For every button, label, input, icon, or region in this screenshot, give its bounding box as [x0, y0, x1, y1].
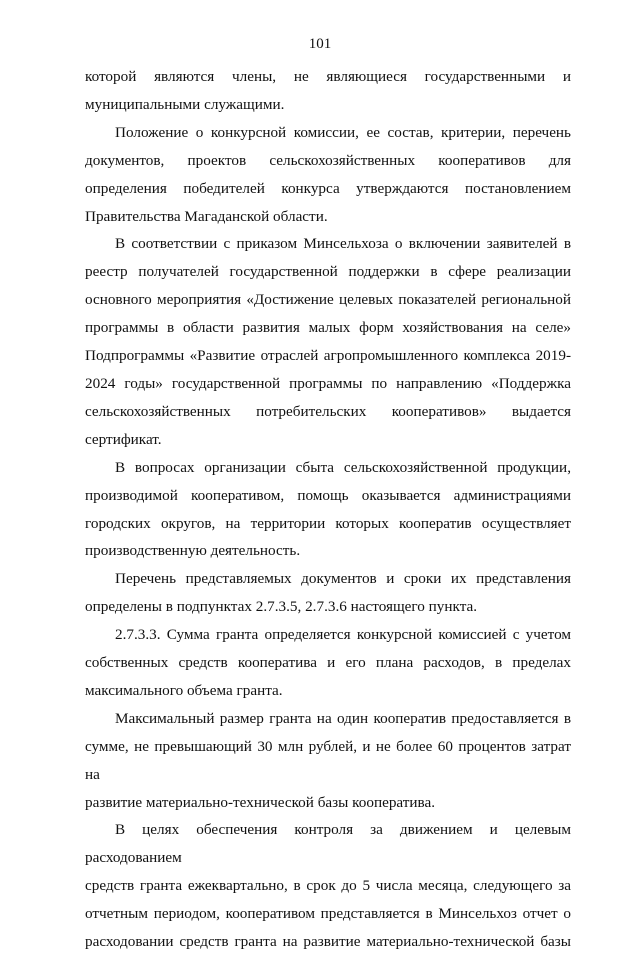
paragraph — [85, 816, 571, 956]
text-line: сертификат. — [85, 430, 162, 448]
text-line: определения победителей конкурса утверждаются постановлением — [85, 179, 571, 197]
text-line: В соответствии с приказом Минсельхоза о включении заявителей в — [115, 235, 571, 253]
text-line: максимального объема гранта. — [85, 681, 283, 699]
paragraph — [85, 705, 571, 817]
text-line: 2.7.3.3. Сумма гранта определяется конкурсной комиссией с учетом — [115, 626, 571, 644]
text-line: производственную деятельность. — [85, 542, 301, 560]
text-line: расходовании средств гранта на развитие материально-технической базы — [85, 933, 571, 951]
paragraph — [85, 230, 571, 453]
paragraph — [85, 621, 571, 705]
page-number: 101 — [308, 36, 332, 52]
text-line: муниципальными служащими. — [85, 95, 285, 113]
document-body — [85, 63, 571, 956]
text-line: отчетным периодом, кооперативом представляется в Минсельхоз отчет о — [85, 905, 571, 923]
text-line: городских округов, на территории которых кооператив осуществляет — [85, 514, 571, 532]
text-line: Подпрограммы «Развитие отраслей агропромышленного комплекса 2019- — [85, 347, 571, 365]
text-line: В целях обеспечения контроля за движением и целевым расходованием — [85, 821, 571, 867]
paragraph — [85, 63, 571, 119]
text-line: основного мероприятия «Достижение целевых показателей региональной — [85, 291, 571, 309]
text-line: Перечень представляемых документов и сроки их представления — [115, 570, 571, 588]
text-line: сельскохозяйственных потребительских кооперативов» выдается — [85, 402, 571, 420]
paragraph — [85, 119, 571, 231]
paragraph — [85, 565, 571, 621]
text-line: 2024 годы» государственной программы по направлению «Поддержка — [85, 374, 571, 392]
paragraph — [85, 454, 571, 566]
text-line: средств гранта ежеквартально, в срок до 5 числа месяца, следующего за — [85, 877, 571, 895]
text-line: Положение о конкурсной комиссии, ее состав, критерии, перечень — [115, 123, 571, 141]
text-line: Правительства Магаданской области. — [85, 207, 328, 225]
text-line: производимой кооперативом, помощь оказывается администрациями — [85, 486, 571, 504]
text-line: программы в области развития малых форм хозяйствования на селе» — [85, 319, 571, 337]
text-line: Максимальный размер гранта на один кооператив предоставляется в — [115, 709, 571, 727]
text-line: собственных средств кооператива и его плана расходов, в пределах — [85, 654, 571, 672]
text-line: документов, проектов сельскохозяйственных кооперативов для — [85, 151, 571, 169]
text-line: определены в подпунктах 2.7.3.5, 2.7.3.6 настоящего пункта. — [85, 598, 478, 616]
text-line: реестр получателей государственной поддержки в сфере реализации — [85, 263, 571, 281]
text-line: развитие материально-технической базы кооператива. — [85, 793, 436, 811]
text-line: сумме, не превышающий 30 млн рублей, и не более 60 процентов затрат на — [85, 737, 571, 783]
text-line: В вопросах организации сбыта сельскохозяйственной продукции, — [115, 458, 571, 476]
text-line: которой являются члены, не являющиеся государственными и — [85, 68, 571, 85]
